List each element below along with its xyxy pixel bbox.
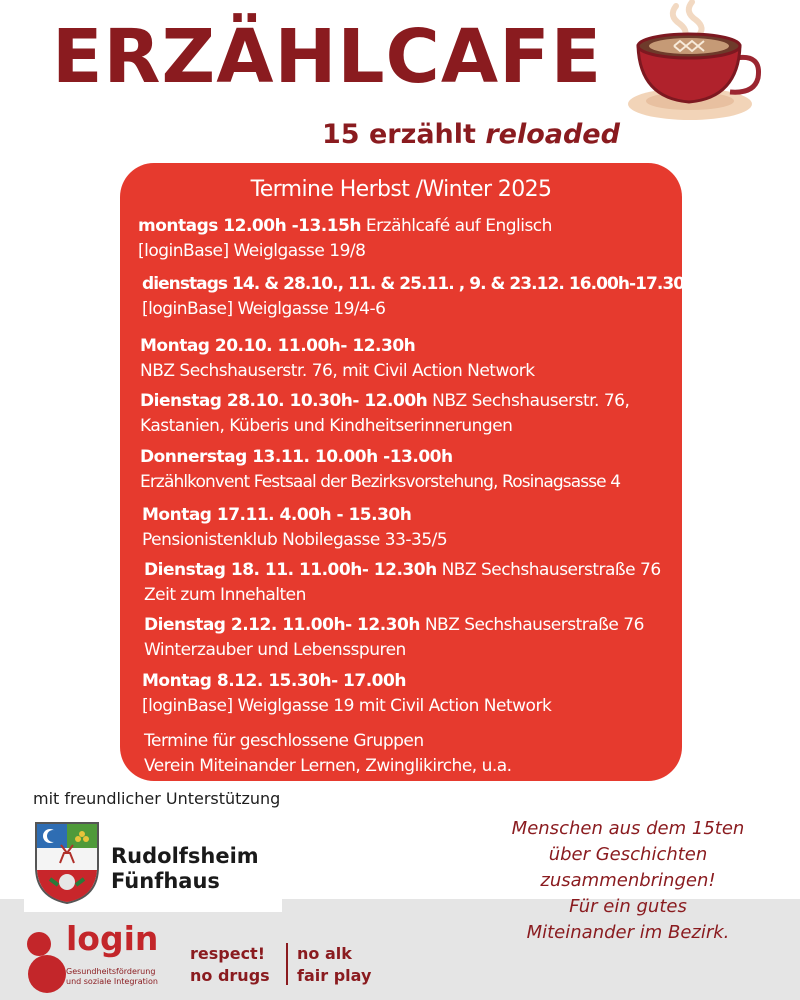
schedule-entry <box>140 389 629 439</box>
login-tagline <box>66 967 158 987</box>
page-subtitle <box>322 119 620 150</box>
schedule-entry <box>142 669 551 719</box>
entry-location: [loginBase] Weiglgasse 19 mit Civil Action Network <box>142 696 552 716</box>
schedule-entry <box>138 214 552 264</box>
respect-line: no alk <box>297 944 352 963</box>
entry-location: Verein Miteinander Lernen, Zwinglikirche, u.a. <box>144 756 512 776</box>
entry-text: NBZ Sechshauserstraße 76 <box>419 615 644 635</box>
entry-text: NBZ Sechshauserstraße 76 <box>436 560 661 580</box>
schedule-entry <box>142 503 447 553</box>
entry-text: NBZ Sechshauserstr. 76, <box>427 391 630 411</box>
entry-location: Winterzauber und Lebensspuren <box>144 640 406 660</box>
respect-line: respect! <box>190 944 265 963</box>
login-tagline-line1: Gesundheitsförderung <box>66 967 156 976</box>
schedule-entry <box>144 558 661 608</box>
schedule-entry <box>140 445 620 495</box>
entry-date: dienstags 14. & 28.10., 11. & 25.11. , 9. & 23.12. 16.00h-17.30h <box>142 274 696 294</box>
entry-date: Donnerstag 13.11. 10.00h -13.00h <box>140 447 453 467</box>
login-dots-icon <box>22 930 68 996</box>
entry-date: Dienstag 2.12. 11.00h- 12.30h <box>144 615 420 635</box>
respect-line: fair play <box>297 966 372 985</box>
slogan-line: zusammenbringen! <box>540 870 716 891</box>
schedule-entry <box>140 334 535 384</box>
schedule-heading: Termine Herbst /Winter 2025 <box>250 177 552 202</box>
district-name <box>111 844 259 894</box>
entry-date: Montag 8.12. 15.30h- 17.00h <box>142 671 406 691</box>
entry-location: NBZ Sechshauserstr. 76, mit Civil Action Network <box>140 361 535 381</box>
slogan <box>458 816 798 946</box>
login-logo-text: login <box>66 919 159 958</box>
subtitle-italic: reloaded <box>485 119 620 150</box>
respect-left <box>190 943 270 987</box>
schedule-card <box>120 163 696 781</box>
entry-date: Montag 17.11. 4.00h - 15.30h <box>142 505 412 525</box>
entry-location: Pensionistenklub Nobilegasse 33-35/5 <box>142 530 448 550</box>
subtitle-plain: 15 erzählt <box>322 119 486 150</box>
respect-divider <box>286 943 288 985</box>
entry-location: Erzählkonvent Festsaal der Bezirksvorstehung, Rosinagsasse 4 <box>140 472 621 492</box>
schedule-entry <box>144 613 644 663</box>
slogan-line: Miteinander im Bezirk. <box>526 922 730 943</box>
district-name-line1: Rudolfsheim <box>111 844 259 868</box>
entry-date: Dienstag 18. 11. 11.00h- 12.30h <box>144 560 437 580</box>
page-title: ERZÄHLCAFE <box>52 14 603 100</box>
entry-location: Kastanien, Küberis und Kindheitserinnerungen <box>140 416 513 436</box>
district-crest-icon <box>32 819 102 905</box>
slogan-line: Menschen aus dem 15ten <box>511 818 745 839</box>
district-name-line2: Fünfhaus <box>111 869 220 893</box>
entry-date: montags 12.00h -13.15h <box>138 216 362 236</box>
slogan-line: Für ein gutes <box>569 896 687 917</box>
coffee-cup-icon <box>616 0 766 130</box>
slogan-line: über Geschichten <box>548 844 708 865</box>
entry-text: Erzählcafé auf Englisch <box>361 216 552 236</box>
entry-text: Termine für geschlossene Gruppen <box>144 731 424 751</box>
schedule-entry <box>144 729 512 779</box>
entry-date: Dienstag 28.10. 10.30h- 12.00h <box>140 391 428 411</box>
support-text: mit freundlicher Unterstützung <box>33 789 281 808</box>
respect-right <box>297 943 371 987</box>
schedule-entry <box>142 272 695 322</box>
entry-date: Montag 20.10. 11.00h- 12.30h <box>140 336 416 356</box>
entry-location: [loginBase] Weiglgasse 19/8 <box>138 241 366 261</box>
entry-location: [loginBase] Weiglgasse 19/4-6 <box>142 299 386 319</box>
login-tagline-line2: und soziale Integration <box>66 977 158 986</box>
entry-location: Zeit zum Innehalten <box>144 585 306 605</box>
respect-line: no drugs <box>190 966 270 985</box>
